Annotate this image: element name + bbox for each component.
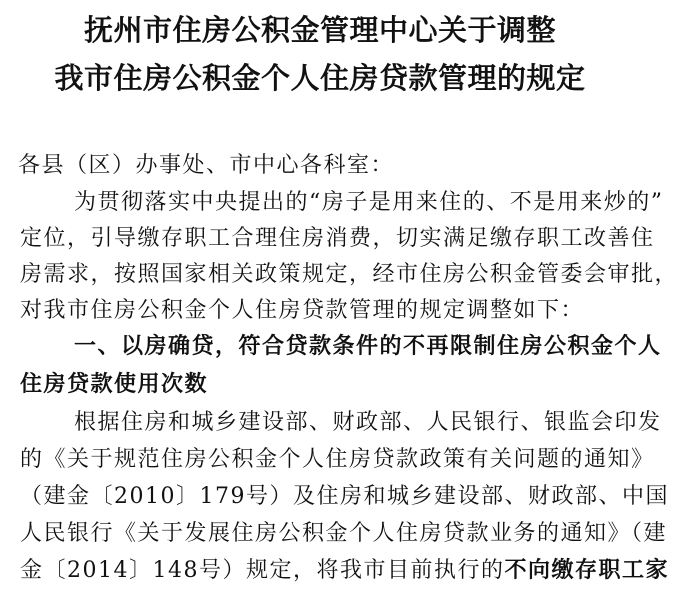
paragraph-text: 金〔2014〕148号）规定，将我市目前执行的 — [20, 558, 505, 583]
paragraph-line: 为贯彻落实中央提出的“房子是用来住的、不是用来炒的” — [74, 190, 664, 215]
section-heading-line: 一、以房确贷，符合贷款条件的不再限制住房公积金个人 — [74, 333, 662, 359]
paragraph-line: 人民银行《关于发展住房公积金个人住房贷款业务的通知》（建 — [20, 521, 668, 546]
paragraph-line: 根据住房和城乡建设部、财政部、人民银行、银监会印发 — [74, 410, 662, 435]
paragraph-line: 对我市住房公积金个人住房贷款管理的规定调整如下： — [20, 298, 585, 323]
emphasized-text: 不向缴存职工家 — [504, 557, 669, 583]
document-title-line-1: 抚州市住房公积金管理中心关于调整 — [83, 13, 556, 47]
paragraph-line — [20, 553, 669, 584]
salutation: 各县（区）办事处、市中心各科室： — [18, 153, 395, 178]
paragraph-line: 定位，引导缴存职工合理住房消费，切实满足缴存职工改善住 — [20, 226, 655, 251]
section-heading-line: 住房贷款使用次数 — [20, 371, 209, 397]
document-title-line-2: 我市住房公积金个人住房贷款管理的规定 — [54, 61, 586, 95]
paragraph-line: 的《关于规范住房公积金个人住房贷款政策有关问题的通知》 — [20, 447, 655, 472]
paragraph-line: 房需求，按照国家相关政策规定，经市住房公积金管委会审批， — [20, 262, 678, 287]
paragraph-line: （建金〔2010〕179号）及住房和城乡建设部、财政部、中国 — [20, 484, 669, 509]
